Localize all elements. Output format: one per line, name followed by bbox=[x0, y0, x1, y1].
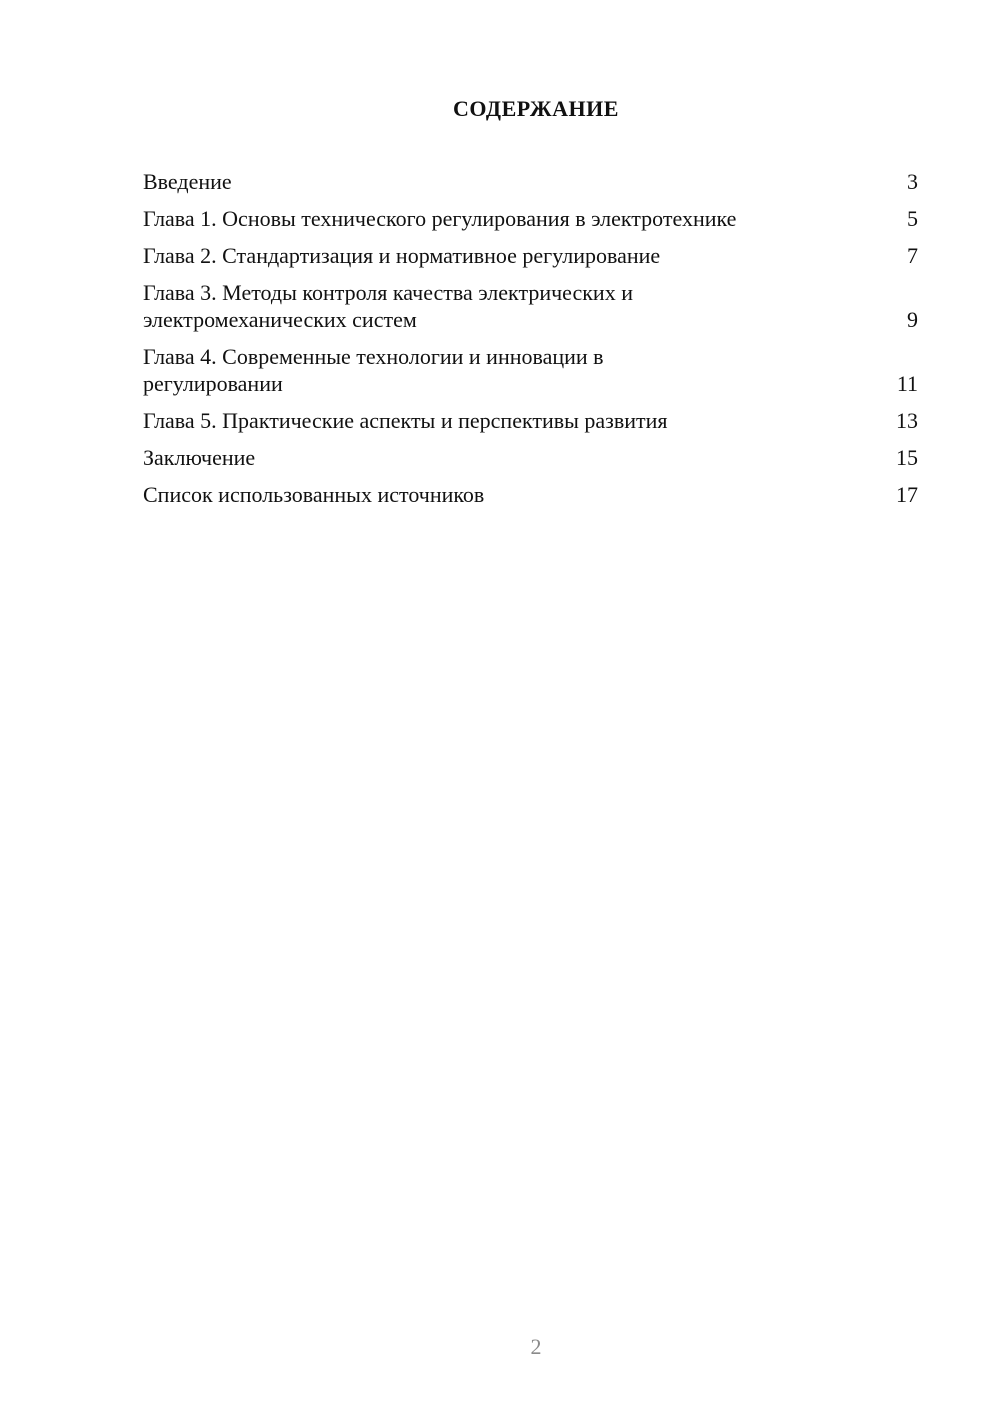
toc-entry-title: Глава 2. Стандартизация и нормативное регулирование bbox=[143, 243, 661, 268]
toc-entry-page: 17 bbox=[896, 482, 918, 507]
toc-entry-page: 7 bbox=[907, 243, 918, 268]
toc-entry-title: Глава 5. Практические аспекты и перспективы развития bbox=[143, 408, 668, 433]
page-title: СОДЕРЖАНИЕ bbox=[453, 96, 619, 121]
toc-entry-page: 11 bbox=[896, 371, 918, 396]
toc-entry-title: Глава 3. Методы контроля качества электрических и электромеханических систем bbox=[143, 280, 633, 332]
toc-entry-page: 15 bbox=[896, 445, 918, 470]
toc-entry-title: Список использованных источников bbox=[143, 482, 485, 507]
toc-entry-introduction[interactable] bbox=[143, 168, 918, 195]
toc-entry-page: 3 bbox=[907, 169, 918, 194]
toc-entry-page: 13 bbox=[896, 408, 918, 433]
toc-entry-title: Глава 4. Современные технологии и инновации в регулировании bbox=[143, 344, 604, 396]
toc-entry-references[interactable] bbox=[143, 481, 918, 508]
toc-entry-page: 5 bbox=[907, 206, 918, 231]
toc-entry-title: Глава 1. Основы технического регулирования в электротехнике bbox=[143, 206, 737, 231]
toc-entry-title: Введение bbox=[143, 169, 232, 194]
toc-entry-title: Заключение bbox=[143, 445, 256, 470]
toc-entry-chapter-4[interactable] bbox=[143, 343, 918, 397]
toc-entry-chapter-1[interactable] bbox=[143, 205, 918, 232]
toc-entry-chapter-2[interactable] bbox=[143, 242, 918, 269]
toc-entry-conclusion[interactable] bbox=[143, 444, 918, 471]
toc-entry-page: 9 bbox=[907, 307, 918, 332]
toc-entry-chapter-3[interactable] bbox=[143, 279, 918, 333]
toc-entry-chapter-5[interactable] bbox=[143, 407, 918, 434]
page-number: 2 bbox=[530, 1334, 542, 1359]
table-of-contents bbox=[143, 168, 918, 518]
